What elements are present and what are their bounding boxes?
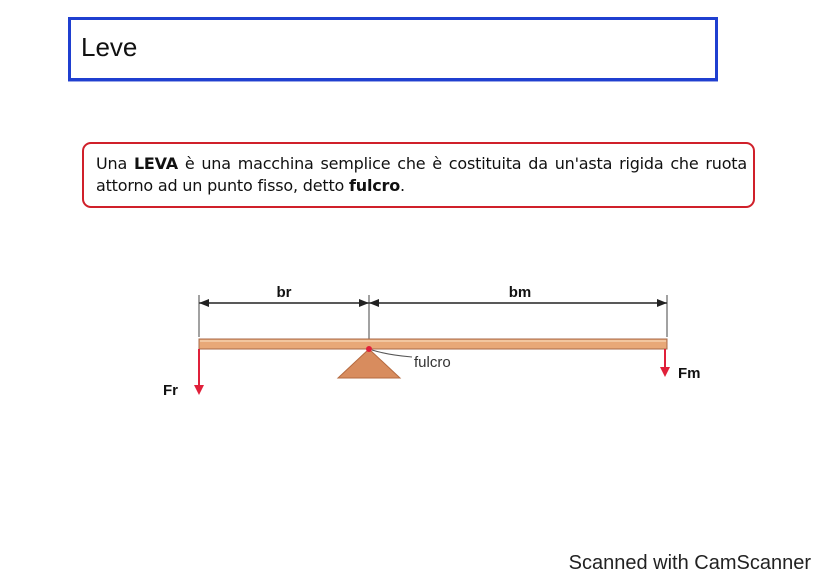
arrowhead-br-left [199,299,209,307]
arrowhead-bm-right [657,299,667,307]
arrowhead-br-right [359,299,369,307]
lever-diagram [150,275,730,405]
definition-text-3: . [400,176,405,195]
fulcro-leader-line [372,350,412,357]
label-fm: Fm [678,365,701,382]
page-title: Leve [81,32,138,62]
scanner-watermark: Scanned with CamScanner [568,552,811,574]
force-fm-arrowhead [660,367,670,377]
label-fr: Fr [163,382,178,399]
fulcrum-triangle [338,349,400,378]
label-bm: bm [508,284,532,301]
label-br: br [276,284,292,301]
definition-box [82,142,755,208]
definition-text-2: è una macchina semplice che è costituita da un'asta rigida che ruota attorno ad un punto fisso, detto [96,154,747,195]
fulcrum-point [366,346,372,352]
definition-term-leva: LEVA [133,154,178,173]
definition-text-1: Una [96,154,134,173]
definition-term-fulcro: fulcro [349,176,401,195]
label-fulcro: fulcro [414,354,451,371]
title-box [68,17,718,81]
arrowhead-bm-left [369,299,379,307]
force-fr-arrowhead [194,385,204,395]
